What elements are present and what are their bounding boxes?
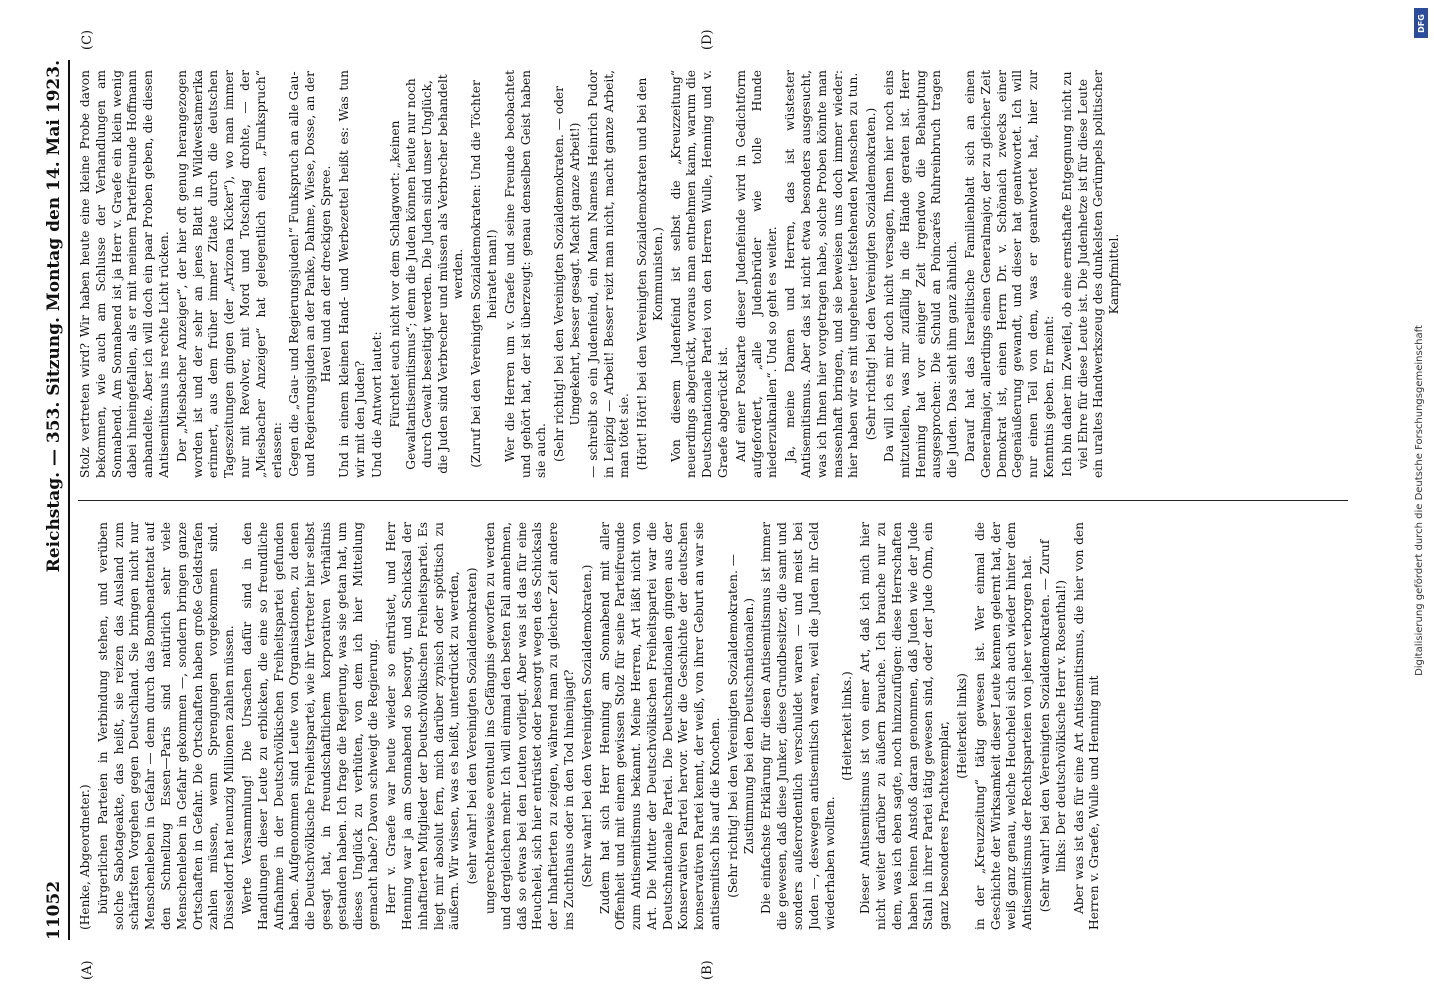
right-column-paragraph: Auf einer Postkarte dieser Judenfeinde wird in Gedichtform aufgefordert, „alle Judenbrüder wie tolle Hunde niederzuknallen“. Und so geht es weiter. bbox=[733, 70, 780, 478]
left-column-paragraph: Herr v. Graefe war heute wieder so entrüstet, und Herr Henning war ja am Sonnabend so besorgt, und Schicksal der inhaftierten Mitglieder der Deutschvölkischen Freiheitspartei. Es liegt mir absolut fern, mich darüber zynisch oder spöttisch zu äußern. Wir wissen, was es heißt, unterdrückt zu werden, bbox=[384, 522, 462, 930]
right-column-paragraph: Wer die Herren um v. Graefe und seine Freunde beobachtet und gehört hat, der ist überzeugt: genau denselben Geist haben sie auch. bbox=[502, 70, 549, 478]
left-column-paragraph: (Sehr wahr! bei den Vereinigten Sozialdemokraten. — Zuruf links: Der deutschvölkische Herr v. Rosenthal!) bbox=[1038, 539, 1068, 913]
right-column-paragraph: Fürchtet euch nicht vor dem Schlagwort: „keinen Gewaltantisemitismus“; denn die Juden können heute nur noch durch Gewalt beseitigt werden. Die Juden sind unser Unglück, die Juden sind Verbrecher und müssen als Verbrecher behandelt werden. bbox=[388, 74, 466, 474]
page-header bbox=[38, 60, 64, 940]
right-column-paragraph: Ich bin daher im Zweifel, ob eine ernsthafte Entgegnung nicht zu viel Ehre für diese Leute ist. Die Judenhetze ist für diese Leute ein uraltes Handwerkszeug des dunkelsten Gerümpels politischer Kampfmittel. bbox=[1059, 70, 1122, 478]
right-column-paragraph: Und die Antwort lautet: bbox=[370, 331, 385, 478]
page-number: 11052 bbox=[44, 880, 64, 940]
right-column-paragraph: (Sehr richtig! bei den Vereinigten Sozialdemokraten.) bbox=[864, 107, 879, 441]
right-column-paragraph: — schreibt so ein Judenfeind, ein Mann Namens Heinrich Pudor in Leipzig — Arbeit! Besser reizt man nicht, macht ganze Arbeit, man tötet sie. bbox=[585, 70, 632, 478]
right-column-paragraph: (Zuruf bei den Vereinigten Sozialdemokraten: Und die Töchter heiratet man!) bbox=[469, 80, 499, 468]
left-column-paragraph: (Sehr richtig! bei den Vereinigten Sozialdemokraten. — Zustimmung bei den Deutschnationalen.) bbox=[725, 554, 756, 898]
left-column-paragraph: Aber was ist das für eine Art Antisemitismus, die hier von den Herren v. Graefe, Wulle und Henning mit bbox=[1071, 522, 1102, 930]
right-column-paragraph: Ja, meine Damen und Herren, das ist wüstester Antisemitismus. Aber das ist nicht etwa besonders ausgesucht, was ich Ihnen hier vorgetragen habe, solche Proben könnte man massenhaft bringen, und sie beweisen uns doch immer wieder: hier haben wir es mit ungeheuer tiefstehenden Menschen zu tun. bbox=[783, 70, 861, 478]
left-column-paragraph: Dieser Antisemitismus ist von einer Art, daß ich mich hier nicht weiter darüber zu äußern brauche. Ich brauche nur zu dem, was ich eben sagte, noch hinzuzufügen: diese Herrschaften haben keinen Anstoß daran genommen, daß Juden wie der Jude Stahl in ihrer Partei tätig gewesen sind, oder der Jude Ohm, ein ganz besonderes Prachtexemplar, bbox=[858, 522, 952, 930]
margin-letter-a: (A) bbox=[80, 960, 95, 980]
right-column-paragraph: Von diesem Judenfeind ist selbst die „Kreuzzeitung“ neuerdings abgerückt, woraus man entnehmen kann, warum die Deutschnationale Partei von den Herren Wulle, Henning und v. Graefe abgerückt ist. bbox=[668, 70, 731, 478]
right-column-paragraph: Und in einem kleinen Hand- und Werbezettel heißt es: Was tun wir mit den Juden? bbox=[336, 70, 367, 478]
left-column-paragraph: Zudem hat sich Herr Henning am Sonnabend mit aller Offenheit und mit einem gewissen Stolz für seine Parteifreunde zum Antisemitismus bekannt. Meine Herren, Art läßt nicht von Art. Die Mutter der Deutschvölkischen Freiheitspartei war die Deutschnationale Partei. Die Deutschnationalen gingen aus der Konservativen Partei hervor. Wer die Geschichte der deutschen konservativen Partei kennt, der weiß, von ihrer Geburt an war sie antisemitisch bis auf die Knochen. bbox=[597, 522, 723, 930]
left-column-paragraph: (Henke, Abgeordneter.) bbox=[78, 784, 92, 930]
right-column-paragraph: Darauf hat das Israelitische Familienblatt sich an einen Generalmajor, allerdings einen Generalmajor, der zu gleicher Zeit Demokrat ist, einen Herrn Dr. v. Schönaich zwecks einer Gegenäußerung gewandt, und dieser hat geantwortet. Ich will nur einen Teil von dem, was er geantwortet hat, hier zur Kenntnis geben. Er meint: bbox=[963, 70, 1057, 478]
left-column-paragraph: (Heiterkeit links) bbox=[955, 673, 970, 779]
left-column-paragraph: bürgerlichen Parteien in Verbindung stehen, und verüben solche Sabotageakte, das heißt, sie reizen das Ausland zum schärfsten Vorgehen gegen Deutschland. Sie bringen nicht nur Menschenleben in Gefahr — denn durch das Bombenattentat auf den Schnellzug Essen—Paris sind natürlich sehr viele Menschenleben in Gefahr gekommen —, sondern bringen ganze Ortschaften in Gefahr. Die Ortschaften haben große Geldstrafen zahlen müssen, wenn Sprengungen vorgekommen sind. Düsseldorf hat neunzig Millionen zahlen müssen. bbox=[95, 522, 237, 930]
margin-letter-c: (C) bbox=[80, 29, 95, 50]
right-column-paragraph: (Hört! Hört! bei den Vereinigten Sozialdemokraten und bei den Kommunisten.) bbox=[635, 77, 665, 471]
credit-text: Digitalisierung gefördert durch die Deutsche Forschungsgemeinschaft bbox=[1413, 324, 1425, 676]
right-column-paragraph: Da will ich es mir doch nicht versagen, Ihnen hier noch eins mitzuteilen, was mir zufällig in die Hände geraten ist. Herr Henning hat vor einiger Zeit irgendwo die Behauptung ausgesprochen: Die Schuld an Poincarés Ruhreinbruch tragen die Juden. Das sieht ihm ganz ähnlich. bbox=[882, 70, 960, 478]
page-title: Reichstag. — 353. Sitzung. Montag den 14. Mai 1923. bbox=[44, 60, 64, 573]
right-column-paragraph: Der „Miesbacher Anzeiger“, der hier oft genug herangezogen worden ist und der sehr an jenes Blatt in Wildwestamerika erinnert, aus dem früher immer Zitate durch die deutschen Tageszeitungen gingen (der „Arizona Kicker“), wo man immer nur mit Revolver, mit Mord und Totschlag drohte, — der „Miesbacher Anzeiger“ hat gelegentlich einen „Funkspruch“ erlassen: bbox=[174, 70, 284, 478]
left-column-paragraph: Die einfachste Erklärung für diesen Antisemitismus ist immer die gewesen, daß diese Junker, diese Grundbesitzer, die samt und sonders außerordentlich verschuldet waren — und meist bei Juden —, deswegen antisemitisch waren, weil die Juden ihr Geld wiederhaben wollten. bbox=[759, 522, 837, 930]
right-column bbox=[78, 70, 1348, 478]
left-column bbox=[78, 522, 1348, 930]
left-column-paragraph: in der „Kreuzzeitung“ tätig gewesen ist. Wer einmal die Geschichte der Wirksamkeit dieser Leute kennen gelernt hat, der weiß ganz genau, welche Heuchelei sich auch wieder hinter dem Antisemitismus der Rechtsparteien von jeher verborgen hat. bbox=[972, 522, 1035, 930]
right-column-paragraph: (Sehr richtig! bei den Vereinigten Sozialdemokraten. — oder Umgekehrt, besser gesagt. Macht ganze Arbeit!) bbox=[552, 86, 582, 462]
column-divider bbox=[78, 500, 1348, 501]
right-column-paragraph: Stolz vertreten wird? Wir haben heute eine kleine Probe davon bekommen, wie auch am Schlusse der Verhandlungen am Sonnabend. Am Sonnabend ist ja Herr v. Graefe ein klein wenig dabei hineingefallen, als er mit meinem Parteifreunde Hoffmann anbandelte. Aber ich will doch ein paar Proben geben, die diesen Antisemitismus ins rechte Licht rücken. bbox=[78, 70, 171, 478]
digitization-credit bbox=[1408, 10, 1430, 990]
left-column-paragraph: Werte Versammlung! Die Ursachen dafür sind in den Handlungen dieser Leute zu erblicken, die eine so freundliche Aufnahme in der Deutschvölkischen Freiheitspartei gefunden haben. Aufgenommen sind Leute von Organisationen, zu denen die Deutschvölkische Freiheitspartei, wie ihr Vertreter hier selbst gesagt hat, in freundschaftlichem korporativen Verhältnis gestanden haben. Ich frage die Regierung, was sie getan hat, um dieses Unglück zu verhüten, von dem ich hier Mitteilung gemacht habe? Davon schweigt die Regierung. bbox=[239, 522, 381, 930]
header-rule bbox=[68, 60, 70, 940]
margin-letter-d: (D) bbox=[700, 29, 715, 50]
margin-letter-b: (B) bbox=[700, 960, 715, 980]
left-column-paragraph: ungerechterweise eventuell ins Gefängnis geworfen zu werden und dergleichen mehr. Ich will einmal den besten Fall annehmen, daß so etwas bei den Leuten vorliegt. Aber was ist das für eine Heuchelei, sich hier entrüstet oder besorgt wegen des Schicksals der Inhaftierten zu zeigen, während man zu gleicher Zeit andere ins Zuchthaus oder in den Tod hineinjagt? bbox=[482, 522, 576, 930]
right-column-paragraph: Gegen die „Gau- und Regierungsjuden!“ Funkspruch an alle Gau- und Regierungsjuden an der Panke, Dahme, Wiese, Dosse, an der Havel und an der dreckigen Spree. bbox=[287, 71, 333, 477]
dfg-logo: DFG bbox=[1414, 8, 1428, 38]
left-column-paragraph: (Heiterkeit links.) bbox=[840, 671, 855, 781]
left-column-paragraph: (Sehr wahr! bei den Vereinigten Sozialdemokraten.) bbox=[579, 564, 594, 888]
left-column-paragraph: (sehr wahr! bei den Vereinigten Sozialdemokraten) bbox=[465, 567, 480, 885]
